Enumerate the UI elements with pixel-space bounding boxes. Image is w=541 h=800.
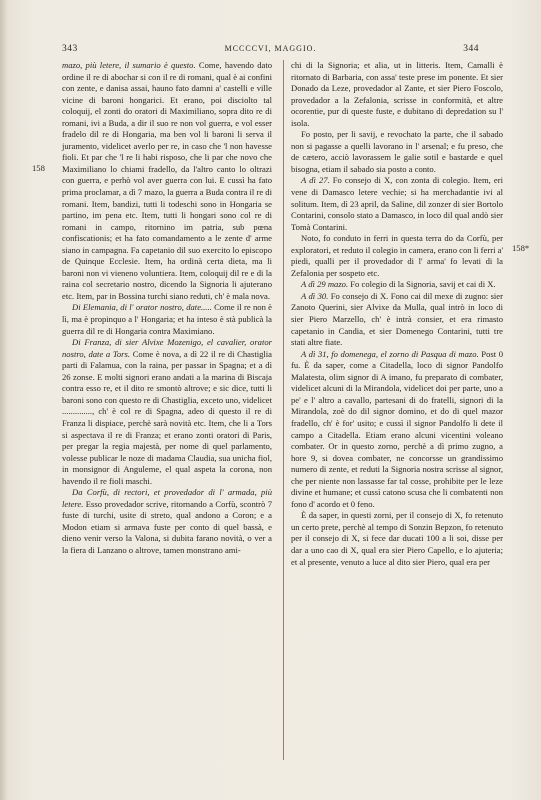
paragraph-lead: Da Corfù, di rectori, et provedador di l' armada, più letere. — [62, 487, 272, 509]
paragraph-lead: Di Franza, di sier Alvixe Mozenigo, el cavalier, orator nostro, date a Tors. — [62, 337, 272, 359]
paragraph-lead: A dì 27. — [301, 175, 330, 186]
paragraph — [291, 349, 503, 511]
paragraph-lead: A dì 30. — [301, 290, 329, 301]
binding-shadow — [0, 0, 8, 800]
running-title: MCCCCVI, MAGGIO. — [224, 44, 317, 53]
paragraph-text: Come è nova, a dì 22 il re di Chastiglia parti di Falamua, con la raina, per passar in Spagna; et a dì 26 zonse. E molti signori erano andati a la marina di Biscaja contra esso re, et il dito re smontò altrove; e sic dice, tutti li baroni sono con questo re di Chastiglia, exceto uno, videlicet .............., ch' è col re di Spagna, adeo di questo il re di Franza li dispiace, perchè sarà novità etc. Item, che li a Tors si aspectava il re di Franza; et erano zonti oratori di Paris, per pregar la regia majestà, per nome di quel parlamento, volesse publicar le noze di madama Claudia, sua unicha fiol, in monsignor di Anguleme, el qual aspeta la corona, non havendo il re fioli maschi. — [62, 348, 272, 486]
paragraph-text: Esso provedador scrive, ritornando a Corfù, scontrò 7 fuste di turchi, usite di streto, qual andono a Coron; e a Modon etiam si armava fuste per conto di quel bassà, e dieno venir verso la Valona, si dubita farano novità, o ver a la fiera di Lanzano o altrove, tamen monstrano ami- — [62, 498, 272, 555]
paragraph-text: Come, havendo dato ordine il re di abochar si con il re di romani, qual è ai confini con zente, e danisa assai, hauno fato damni a' castelli e ville vicine di baroni hongarici. Et erano, poi disciolto tal coloquij, el zonti do oratori di Maximiliano, sopra dito re di romani, ivi a Buda, a dir il suo re non vol guerra, e vol esser fradelo dil re di Hongaria, ma ben vol li baroni li serva il juramento, videlicet averlo per re, in caso che 'l non havesse fioli. Et par che 'l re li habi risposo, che li par che novo che Maximiliano lo chiami fradello, da l'altro canto lo oltrazi con guerra, e perhò vol aver guerra con lui. E cussì ha fato prima proclamar, a dì 7 mazo, la guerra a Buda contra il re di romani. Item, bandizi, tutti li todeschi sono in Hongaria se partino, im pena etc. Item, tutti li hongari sono col re di romani in campo, ritornino im patria, sub pœna confiscationis; et ha fato comandamento a le zente d' arme siano in campagna. Fa capetanio dil suo exercito lo episcopo de Quinque Ecclesie. Item, ha ordinà certa dieta, ma li baroni non vi vieneno voluntiera. Item, coloquij dil re e di la raina col secretario nostro, dicendo la Signoria li ajuterano etc. Item, par in Bossina turchi siano reduti, ch' è mala nova. — [62, 60, 273, 301]
paragraph-text: chi di la Signoria; et alia, ut in litteris. Item, Camalli è ritornato di Barbaria, con assa' teste prese im ponente. Et sier Donado da Leze, provedador al Zante, et sier Piero Foscolo, provedador a la Zefalonia, scrisse in conformità, et altre ocorentie, pur di queste fuste, e dubitano di depredation su l' isola. — [291, 60, 503, 128]
paragraph-text: Fo posto, per li savij, e revochato la parte, che il sabado non si pagasse a quelli lavorano in l' arsenal; e fu preso, che de cætero, acciò lavorassem le galie sotil e bastarde e quel bisogna, etiam il sabado sia posto a conto. — [291, 129, 503, 174]
paragraph — [62, 337, 272, 487]
paragraph — [62, 487, 272, 556]
left-column — [62, 60, 272, 557]
column-divider — [283, 60, 284, 760]
paragraph-lead: Di Elemania, di l' orator nostro, date..... — [72, 302, 212, 313]
paragraph-text: Fo consejo di X, con zonta di colegio. Item, eri vene di Damasco letere vechie; si ha merchadantie ivi al solitum. Item, dì 23 april, da Saline, dil zonzer di sier Bortolo Contarini, consolo stato a Damasco, in loco dil qual andò sier Tomà Contarini. — [291, 175, 503, 232]
paragraph-lead: A dì 31, fo domenega, el zorno di Pasqua di mazo. — [301, 348, 479, 359]
paragraph — [291, 510, 503, 568]
paragraph-lead: A dì 29 mazo. — [301, 279, 349, 290]
paragraph-text: È da saper, in questi zorni, per il consejo di X, fo retenuto un certo prete, perchè al tempo di Sonzin Bepzon, fo retenuto per il consejo di X, si fece dar ducati 100 a li soi, disse per dar a uno cao di X, qual era sier Piero Capello, e lo ajuteria; et al presente, venuto a luce al dito sier Piero, qual era per — [291, 510, 503, 567]
paragraph — [291, 291, 503, 349]
paragraph-text: Come il re non è lì, ma è propinquo a l' Hongaria; et ha inteso è stà publicà la guerra dil re di Hongaria contra Maximiano. — [62, 302, 273, 336]
paragraph — [291, 60, 503, 129]
margin-number-left: 158 — [32, 163, 45, 173]
paragraph-text: Fo colegio di la Signoria, savij et cai di X. — [348, 279, 496, 290]
paragraph — [291, 233, 503, 279]
paragraph — [62, 60, 272, 302]
paragraph-text: Noto, fo conduto in ferri in questa terra do da Corfù, per exploratori, et reduto il colegio in camera, erano con li ferri a' piedi, qualli per il provedador di l' arma' fo levati di la Zefalonia per sospeto etc. — [291, 233, 503, 278]
right-column — [291, 60, 503, 568]
paragraph — [291, 175, 503, 233]
page-number-left: 343 — [62, 44, 78, 54]
paragraph-text: Fo consejo di X. Fono cai dil mexe di zugno: sier Zanoto Querini, sier Alvixe da Mulla, qual intrò in loco di sier Piero Marzello, ch' è intrà consier, et era rimasto capetanio in Candia, et sier Domenego Contarini, tutti tre stati altre fiate. — [291, 290, 503, 348]
paragraph — [291, 279, 503, 291]
paragraph — [62, 302, 272, 337]
paragraph — [291, 129, 503, 175]
paragraph-text: Post 0 fu. È da saper, come a Citadella, loco di signor Pandolfo Malatesta, olim signor di A imano, fu preparato di combater, videlicet alcuni di la Mirandola, videlicet doi per parte, uno a pe' e l' altro a cavallo, partesani di do fratelli, signori di la Mirandola, zoè do dil signor domino, et do di quel mazor fradello, ch' è for' usito; e cussì il signor Pandolfo li dete il campo a Citadella. Etiam erano alcuni vicentini voleano combater. Or in questo zorno, perchè a dì primo zugno, a hore 9, si dovea combater, ne concorsse un grandissimo numero di zente, et reduti la Signoria nostra scrisse al signor, che per niente non lassasse far tal cosse, prohibite per le leze divine et humane; et cussì catono scusa che li combatenti non fono d' acordo et 0 feno. — [291, 348, 503, 509]
margin-number-right: 158* — [512, 243, 530, 253]
page-number-right: 344 — [463, 44, 479, 54]
paragraph-lead: mazo, più letere, il sumario è questo. — [62, 60, 196, 70]
